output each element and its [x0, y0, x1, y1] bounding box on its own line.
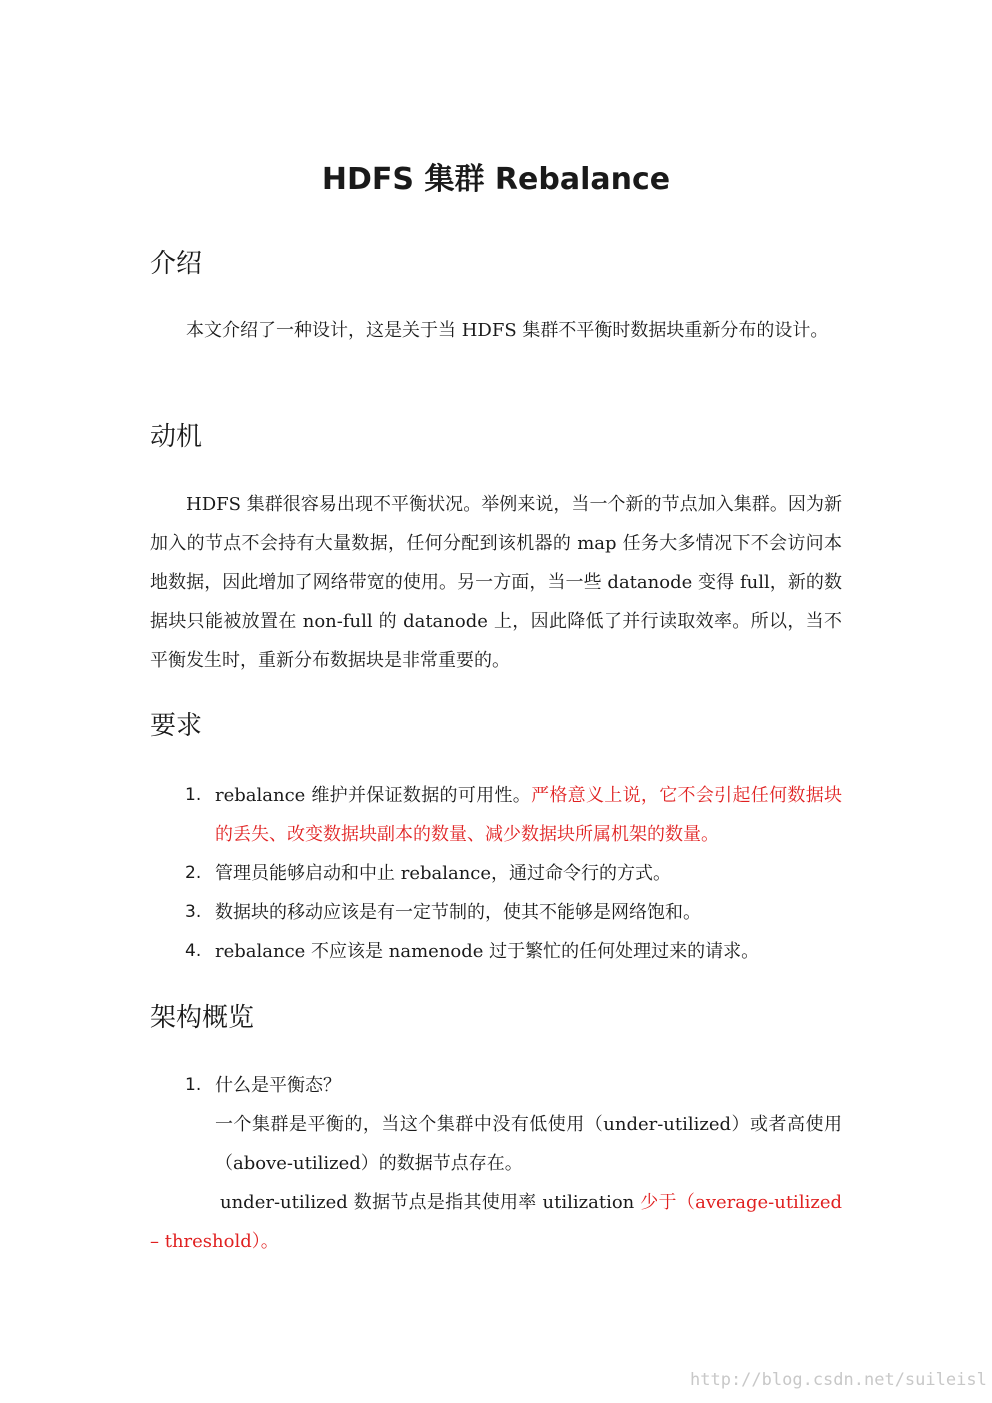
list-item-text: rebalance 维护并保证数据的可用性。 — [215, 785, 532, 806]
list-item — [150, 893, 842, 932]
overview-list — [150, 1066, 842, 1183]
list-item-text: 数据块的移动应该是有一定节制的，使其不能够是网络饱和。 — [215, 902, 701, 923]
list-item — [150, 932, 842, 971]
section-heading-requirements: 要求 — [150, 711, 203, 741]
under-utilized-definition — [150, 1183, 842, 1261]
watermark: http://blog.csdn.net/suileisl — [690, 1370, 987, 1390]
list-number: 1. — [185, 785, 202, 805]
list-item-text: rebalance 不应该是 namenode 过于繁忙的任何处理过来的请求。 — [215, 941, 760, 962]
section-heading-motivation: 动机 — [150, 422, 203, 452]
section-heading-intro: 介绍 — [150, 249, 203, 279]
requirements-list — [150, 776, 842, 971]
list-number: 2. — [185, 863, 202, 883]
list-number: 3. — [185, 902, 202, 922]
list-item-text: 管理员能够启动和中止 rebalance，通过命令行的方式。 — [215, 863, 672, 884]
under-utilized-highlight: 少于（average-utilized – threshold）。 — [150, 1192, 842, 1252]
section-heading-overview: 架构概览 — [150, 1003, 255, 1033]
list-number: 1. — [185, 1075, 202, 1095]
balance-definition: 一个集群是平衡的，当这个集群中没有低使用（under-utilized）或者高使用（above-utilized）的数据节点存在。 — [215, 1114, 842, 1174]
list-item — [150, 776, 842, 854]
list-item-highlight: 严格意义上说，它不会引起任何数据块的丢失、改变数据块副本的数量、减少数据块所属机架的数量。 — [215, 785, 843, 845]
list-item — [150, 854, 842, 893]
list-item-text: 什么是平衡态？ — [215, 1075, 341, 1096]
motivation-paragraph: HDFS 集群很容易出现不平衡状况。举例来说，当一个新的节点加入集群。因为新加入的节点不会持有大量数据，任何分配到该机器的 map 任务大多情况下不会访问本地数据，因此增加了网络带宽的使用。另一方面，当一些 datanode 变得 full，新的数据块只能被放置在 non-full 的 datanode 上，因此降低了并行读取效率。所以，当不平衡发生时，重新分布数据块是非常重要的。 — [150, 494, 842, 671]
under-utilized-text: under-utilized 数据节点是指其使用率 utilization — [220, 1192, 641, 1213]
list-item — [150, 1066, 842, 1183]
list-number: 4. — [185, 941, 202, 961]
intro-paragraph: 本文介绍了一种设计，这是关于当 HDFS 集群不平衡时数据块重新分布的设计。 — [186, 320, 829, 341]
page-title: HDFS 集群 Rebalance — [321, 162, 671, 197]
